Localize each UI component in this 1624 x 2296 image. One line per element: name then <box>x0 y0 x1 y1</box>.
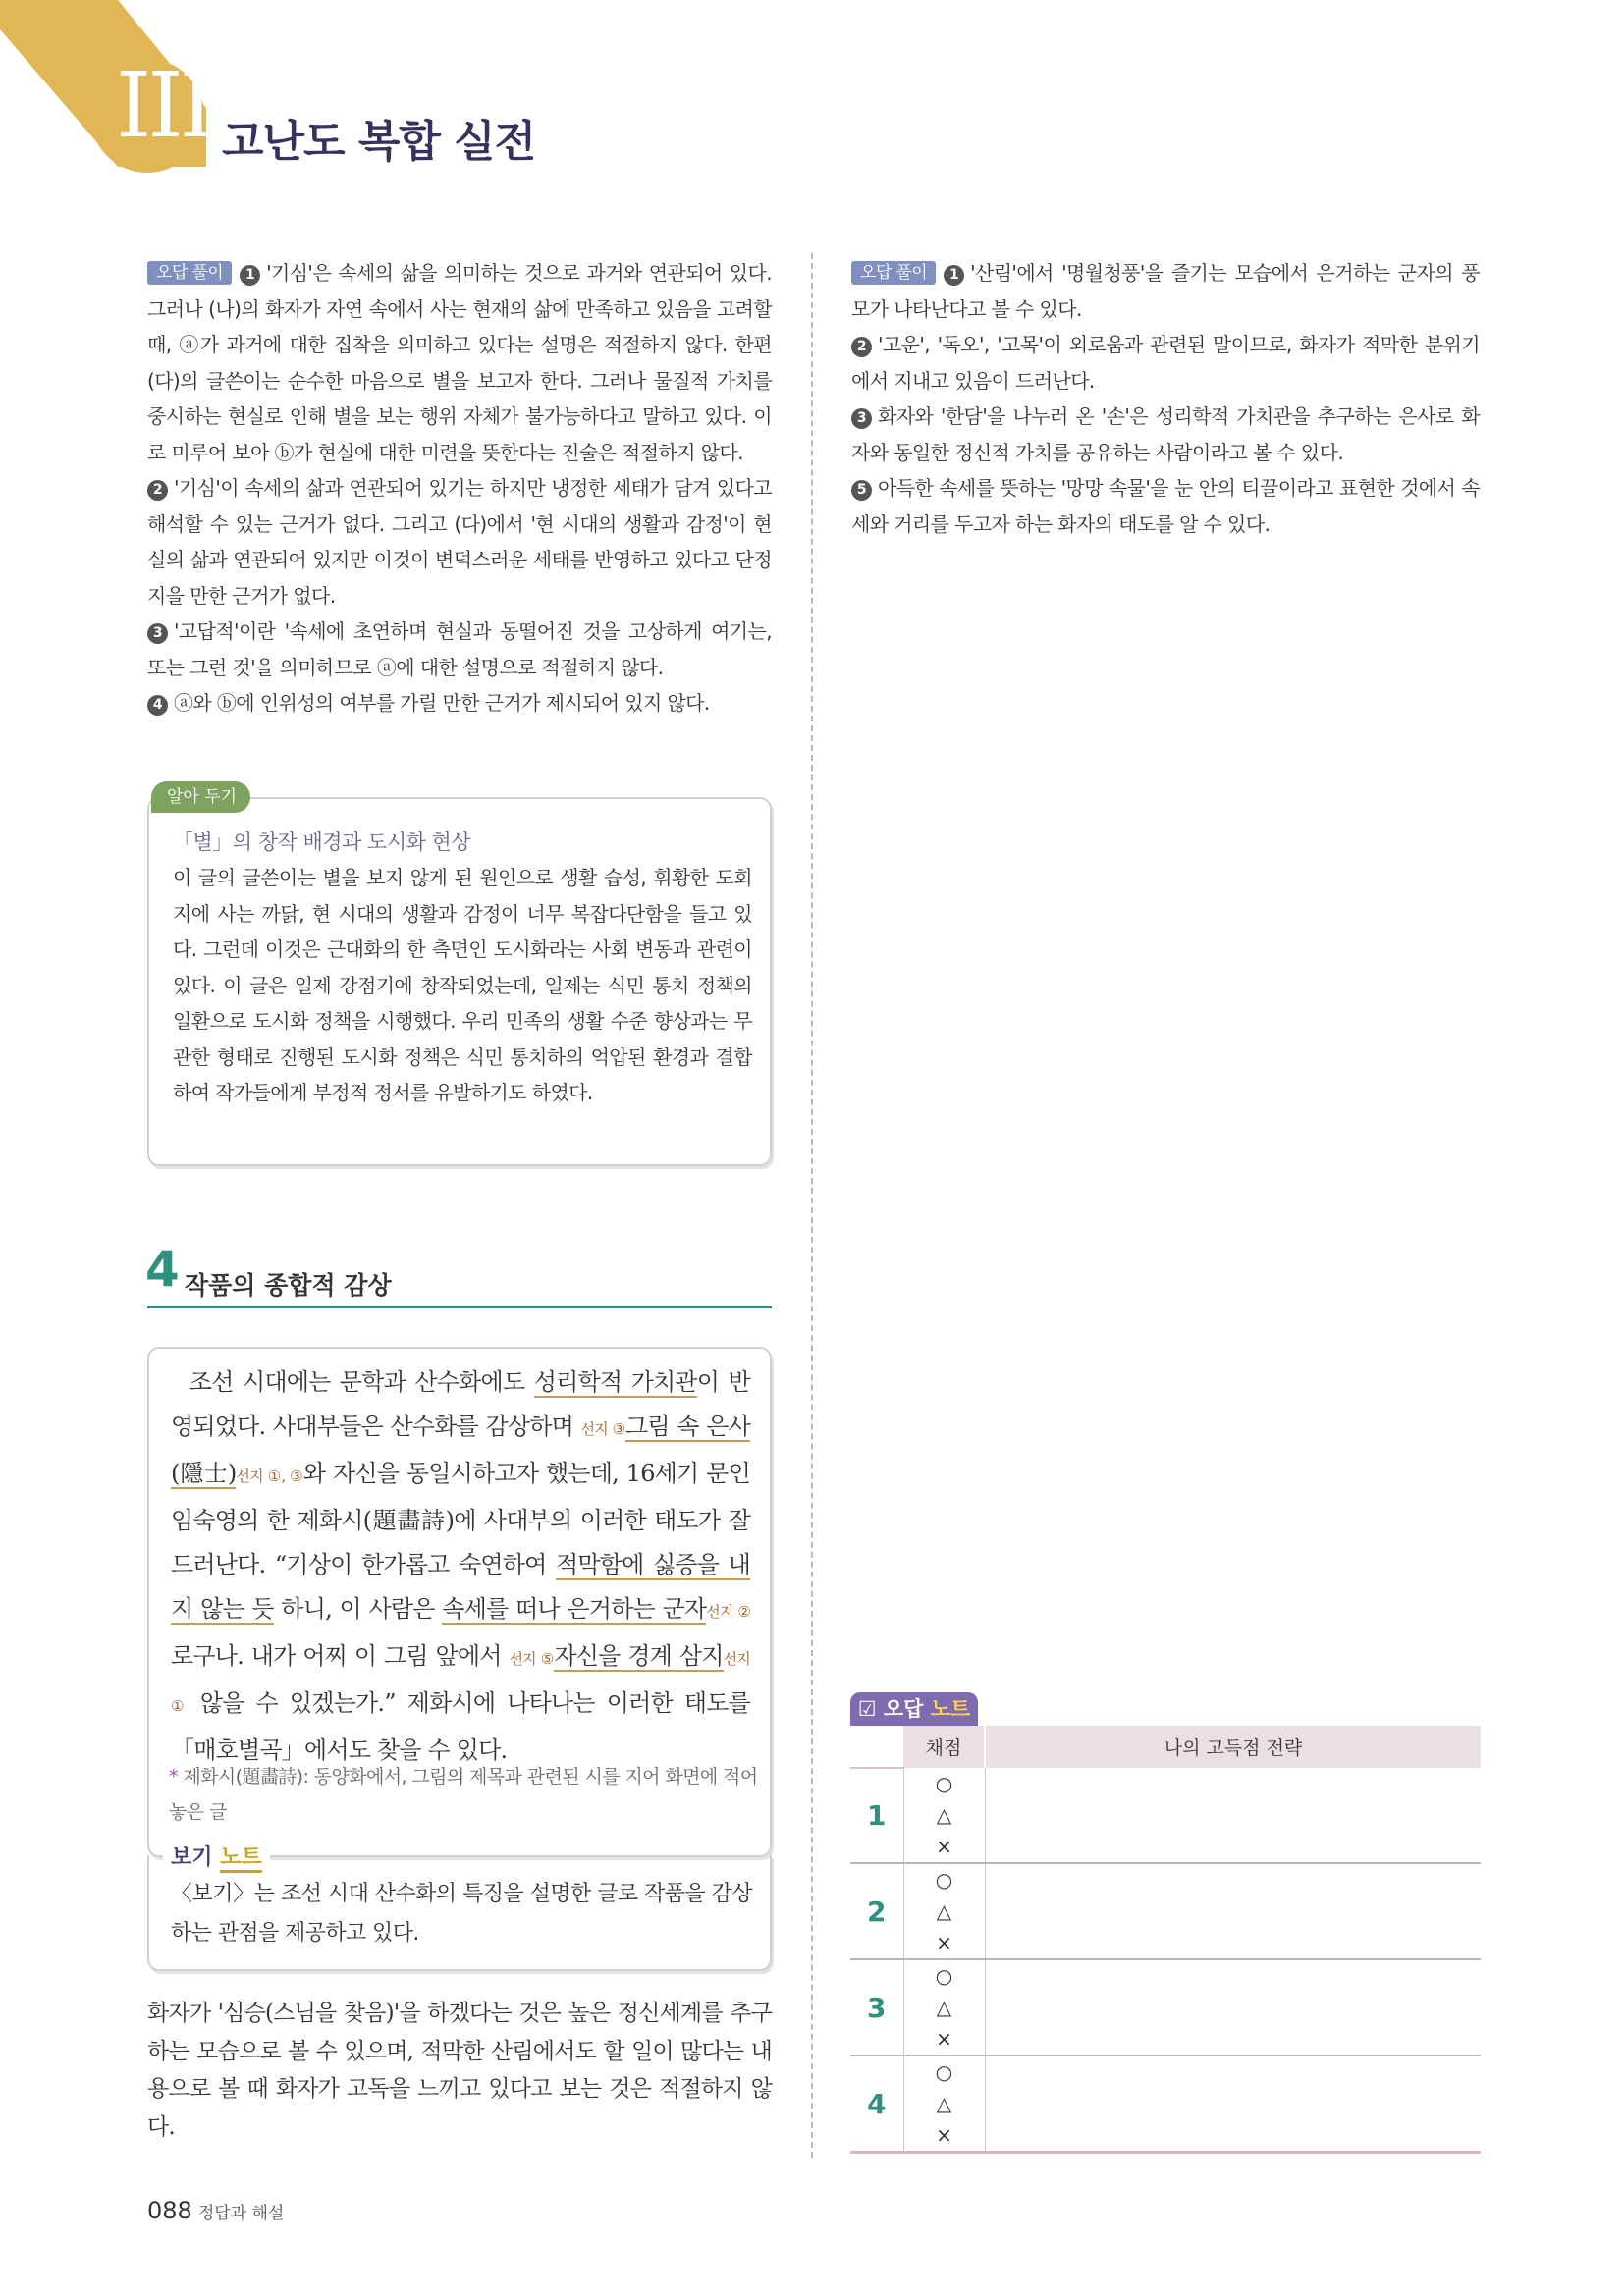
right-odap-section <box>851 255 1480 542</box>
odap-text: ⓐ와 ⓑ에 인위성의 여부를 가릴 만한 근거가 제시되어 있지 않다. <box>174 691 710 715</box>
strategy-cell[interactable] <box>985 2056 1481 2153</box>
choice-number-badge: 2 <box>147 480 168 501</box>
table-row <box>850 1768 1481 1863</box>
choice-number-badge: 5 <box>851 480 872 501</box>
passage-fragment: 조선 시대에는 문학과 산수화에도 <box>189 1368 534 1396</box>
note-title-highlight: 노트 <box>930 1697 971 1721</box>
underlined-phrase: 자신을 경계 삼지 <box>554 1642 724 1670</box>
circle-mark[interactable]: ○ <box>935 1964 953 1988</box>
table-row <box>850 1863 1481 1959</box>
odap-text: '기심'은 속세의 삶을 의미하는 것으로 과거와 연관되어 있다. 그러나 (나)의 화자가 자연 속에서 사는 현재의 삶에 만족하고 있음을 고려할 때, ⓐ가 과거에 대한 집착을 의미하고 있다는 설명은 적절하지 않다. 한편 (다)의 글쓴이는 순수한 마음으로 별을 보고자 한다. 그러나 물질적 가치를 중시하는 현실로 인해 별을 보는 행위 자체가 불가능하다고 말하고 있다. 이로 미루어 보아 ⓑ가 현실에 대한 미련을 뜻한다는 진술은 적절하지 않다. <box>147 261 772 464</box>
choice-number-badge: 1 <box>240 265 260 286</box>
tip-tag: 알아 두기 <box>151 781 250 813</box>
note-title-text: 오답 <box>883 1697 931 1721</box>
triangle-mark[interactable]: △ <box>936 1803 952 1827</box>
check-icon: ☑ <box>857 1697 877 1721</box>
left-odap-section <box>147 255 772 721</box>
cross-mark[interactable]: × <box>936 1835 952 1858</box>
odap-paragraph <box>851 327 1480 399</box>
passage-fragment: 와 자신을 동일시하고자 했는데, 16세기 문인 임숙영의 한 제화시(題畵詩)에 사대부의 이러한 태도가 잘 드러난다. “기상이 한가롭고 숙연하여 <box>171 1460 750 1578</box>
underlined-phrase: 속세를 떠나 은거하는 군자 <box>442 1595 707 1623</box>
triangle-mark[interactable]: △ <box>936 1899 952 1923</box>
bogi-note-label <box>163 1841 270 1871</box>
score-marks[interactable] <box>903 1863 985 1959</box>
odap-paragraph <box>147 685 772 721</box>
cross-mark[interactable]: × <box>936 2123 952 2147</box>
score-marks[interactable] <box>903 1959 985 2056</box>
odap-paragraph <box>147 255 772 470</box>
choice-marker: 선지 ② <box>706 1603 750 1621</box>
odap-paragraph <box>147 470 772 614</box>
choice-number-badge: 1 <box>944 265 964 286</box>
odap-note-title <box>850 1692 978 1726</box>
chapter-title: 고난도 복합 실전 <box>222 117 536 167</box>
circle-mark[interactable]: ○ <box>935 1772 953 1795</box>
passage-fragment: 않을 수 있겠는가.” 제화시에 나타나는 이러한 태도를 「매호별곡」에서도 찾을 수 있다. <box>171 1689 750 1764</box>
odap-note-table <box>850 1726 1481 2154</box>
odap-tag: 오답 풀이 <box>147 261 232 285</box>
tip-body <box>173 860 752 1111</box>
odap-text: '기심'이 속세의 삶과 연관되어 있기는 하지만 냉정한 세태가 담겨 있다고 해석할 수 있는 근거가 없다. 그리고 (다)에서 '현 시대의 생활과 감정'이 현실의 삶과 연관되어 있지만 이것이 변덕스러운 세태를 반영하고 있다고 단정 지을 만한 근거가 없다. <box>147 476 772 608</box>
footnote-star: * <box>169 1766 178 1788</box>
odap-text: 화자와 '한담'을 나누러 온 '손'은 성리학적 가치관을 추구하는 은사로 화자와 동일한 정신적 가치를 공유하는 사람이라고 볼 수 있다. <box>851 404 1480 464</box>
column-divider <box>811 253 813 2158</box>
page-footer <box>147 2197 284 2224</box>
strategy-cell[interactable] <box>985 1959 1481 2056</box>
section-number: 4 <box>145 1241 180 1298</box>
footnote <box>169 1759 758 1830</box>
bogi-label-highlight: 노트 <box>220 1845 262 1873</box>
odap-text: 아득한 속세를 뜻하는 '망망 속물'을 눈 안의 티끌이라고 표현한 것에서 속세와 거리를 두고자 하는 화자의 태도를 알 수 있다. <box>851 476 1480 536</box>
choice-number-badge: 3 <box>147 623 168 644</box>
underlined-phrase: 그림 속 은사(隱士) <box>171 1413 750 1487</box>
choice-number-badge: 4 <box>147 695 168 716</box>
question-number: 4 <box>850 2056 903 2153</box>
odap-text: '고운', '독오', '고목'이 외로움과 관련된 말이므로, 화자가 적막한 분위기에서 지내고 있음이 드러난다. <box>851 333 1480 393</box>
triangle-mark[interactable]: △ <box>936 2092 952 2115</box>
question-number: 1 <box>850 1768 903 1863</box>
odap-paragraph <box>851 255 1480 327</box>
odap-text: '고답적'이란 '속세에 초연하며 현실과 동떨어진 것을 고상하게 여기는, 또는 그런 것'을 의미하므로 ⓐ에 대한 설명으로 적절하지 않다. <box>147 619 772 679</box>
odap-paragraph <box>147 614 772 685</box>
table-header-empty <box>850 1726 903 1768</box>
table-row <box>850 2056 1481 2153</box>
choice-number-badge: 2 <box>851 337 872 357</box>
underlined-phrase: 적막함에 싫증을 내지 않는 듯 <box>171 1551 750 1623</box>
section-rule <box>147 1306 772 1308</box>
table-header-strategy: 나의 고득점 전략 <box>985 1726 1481 1768</box>
choice-number-badge: 3 <box>851 408 872 429</box>
odap-paragraph <box>851 399 1480 470</box>
passage-fragment: 하니, 이 사람은 <box>273 1595 443 1623</box>
footnote-text: 제화시(題畵詩): 동양화에서, 그림의 제목과 관련된 시를 지어 화면에 적어 놓은 글 <box>169 1766 758 1823</box>
odap-paragraph <box>851 470 1480 542</box>
strategy-cell[interactable] <box>985 1768 1481 1863</box>
bogi-note-text: 〈보기〉는 조선 시대 산수화의 특징을 설명한 글로 작품을 감상하는 관점을 제공하고 있다. <box>171 1882 752 1946</box>
question-number: 3 <box>850 1959 903 2056</box>
choice-marker: 선지 ⑤ <box>509 1650 555 1668</box>
odap-tag: 오답 풀이 <box>851 261 936 285</box>
question-number: 2 <box>850 1863 903 1959</box>
passage-fragment: 로구나. 내가 어찌 이 그림 앞에서 <box>171 1642 510 1670</box>
section-title: 작품의 종합적 감상 <box>185 1271 392 1300</box>
passage-text <box>171 1361 750 1773</box>
circle-mark[interactable]: ○ <box>935 2060 953 2084</box>
circle-mark[interactable]: ○ <box>935 1868 953 1892</box>
passage-fragment: 이 반영되었다. 사대부들은 산수화를 감상하며 <box>171 1368 750 1440</box>
table-header-score: 채점 <box>903 1726 985 1768</box>
chapter-numeral: III <box>116 53 212 158</box>
choice-marker: 선지 ① <box>171 1650 750 1715</box>
score-marks[interactable] <box>903 1768 985 1863</box>
triangle-mark[interactable]: △ <box>936 1996 952 2019</box>
page-number: 088 <box>147 2197 192 2224</box>
odap-text: '산림'에서 '명월청풍'을 즐기는 모습에서 은거하는 군자의 풍모가 나타난다고 볼 수 있다. <box>851 261 1480 321</box>
underlined-phrase: 성리학적 가치관 <box>533 1368 697 1396</box>
cross-mark[interactable]: × <box>936 2027 952 2051</box>
closing-paragraph: 화자가 '심승(스님을 찾음)'을 하겠다는 것은 높은 정신세계를 추구하는 모습으로 볼 수 있으며, 적막한 산림에서도 할 일이 많다는 내용으로 볼 때 화자가 고독을 느끼고 있다고 보는 것은 적절하지 않다. <box>147 2001 772 2140</box>
table-row <box>850 1959 1481 2056</box>
tip-text: 이 글의 글쓴이는 별을 보지 않게 된 원인으로 생활 습성, 휘황한 도회지에 사는 까닭, 현 시대의 생활과 감정이 너무 복잡다단함을 들고 있다. 그런데 이것은 근대화의 한 측면인 도시화라는 사회 변동과 관련이 있다. 이 글은 일제 강점기에 창작되었는데, 일제는 식민 통치 정책의 일환으로 도시화 정책을 시행했다. 우리 민족의 생활 수준 향상과는 무관한 형태로 진행된 도시화 정책은 식민 통치하의 억압된 환경과 결합하여 작가들에게 부정적 정서를 유발하기도 하였다. <box>173 866 752 1104</box>
bogi-label-text: 보기 <box>171 1845 221 1870</box>
cross-mark[interactable]: × <box>936 1931 952 1954</box>
choice-marker: 선지 ①, ③ <box>236 1468 303 1485</box>
strategy-cell[interactable] <box>985 1863 1481 1959</box>
choice-marker: 선지 ③ <box>580 1420 625 1438</box>
score-marks[interactable] <box>903 2056 985 2153</box>
tip-heading: 「별」의 창작 배경과 도시화 현상 <box>173 830 471 854</box>
section-name: 정답과 해설 <box>197 2204 285 2223</box>
